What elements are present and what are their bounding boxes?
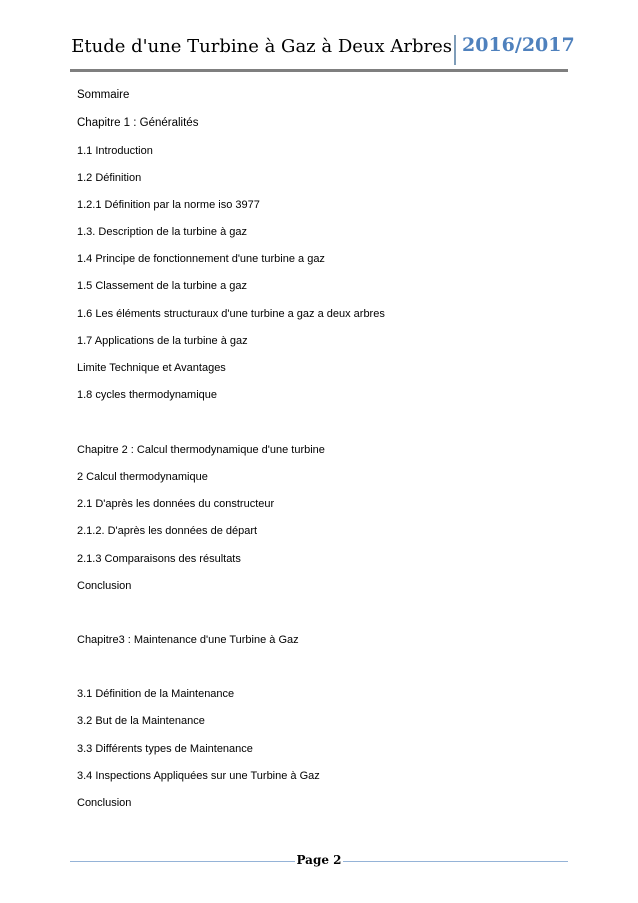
document-title: Etude d'une Turbine à Gaz à Deux Arbres [71, 36, 452, 57]
toc-heading: Sommaire [77, 89, 130, 101]
toc-entry: 1.6 Les éléments structuraux d'une turbine a gaz a deux arbres [77, 308, 385, 320]
toc-entry: Conclusion [77, 797, 132, 809]
toc-entry: 1.2 Définition [77, 172, 142, 184]
toc-entry: 1.2.1 Définition par la norme iso 3977 [77, 199, 260, 211]
toc-entry: 2 Calcul thermodynamique [77, 471, 208, 483]
toc-entry: 1.7 Applications de la turbine à gaz [77, 335, 248, 347]
academic-year: 2016/2017 [462, 34, 575, 56]
toc-entry: 2.1.2. D'après les données de départ [77, 525, 258, 537]
toc-entry: 3.1 Définition de la Maintenance [77, 688, 235, 700]
page-footer [0, 850, 638, 874]
toc-entry: 1.4 Principe de fonctionnement d'une turbine a gaz [77, 253, 325, 265]
toc-entry: 1.5 Classement de la turbine a gaz [77, 280, 247, 292]
toc-chapter-3: Chapitre3 : Maintenance d'une Turbine à Gaz [77, 634, 299, 646]
toc-entry: 3.3 Différents types de Maintenance [77, 743, 253, 755]
toc-entry: 1.3. Description de la turbine à gaz [77, 226, 247, 238]
toc-entry: 3.4 Inspections Appliquées sur une Turbine à Gaz [77, 770, 320, 782]
toc-entry: Conclusion [77, 580, 132, 592]
header-separator [454, 35, 456, 65]
toc-chapter-1: Chapitre 1 : Généralités [77, 117, 199, 129]
page-number: Page 2 [296, 853, 342, 867]
footer-rule-right [343, 861, 568, 862]
footer-rule-left [70, 861, 295, 862]
toc-entry: 1.1 Introduction [77, 145, 153, 157]
toc-entry: 1.8 cycles thermodynamique [77, 389, 218, 401]
toc-entry: 2.1 D'après les données du constructeur [77, 498, 275, 510]
toc-entry: Limite Technique et Avantages [77, 362, 226, 374]
header-rule [70, 69, 568, 72]
toc-entry: 3.2 But de la Maintenance [77, 715, 205, 727]
toc-chapter-2: Chapitre 2 : Calcul thermodynamique d'une turbine [77, 444, 325, 456]
page-header [0, 28, 638, 72]
toc-entry: 2.1.3 Comparaisons des résultats [77, 553, 241, 565]
